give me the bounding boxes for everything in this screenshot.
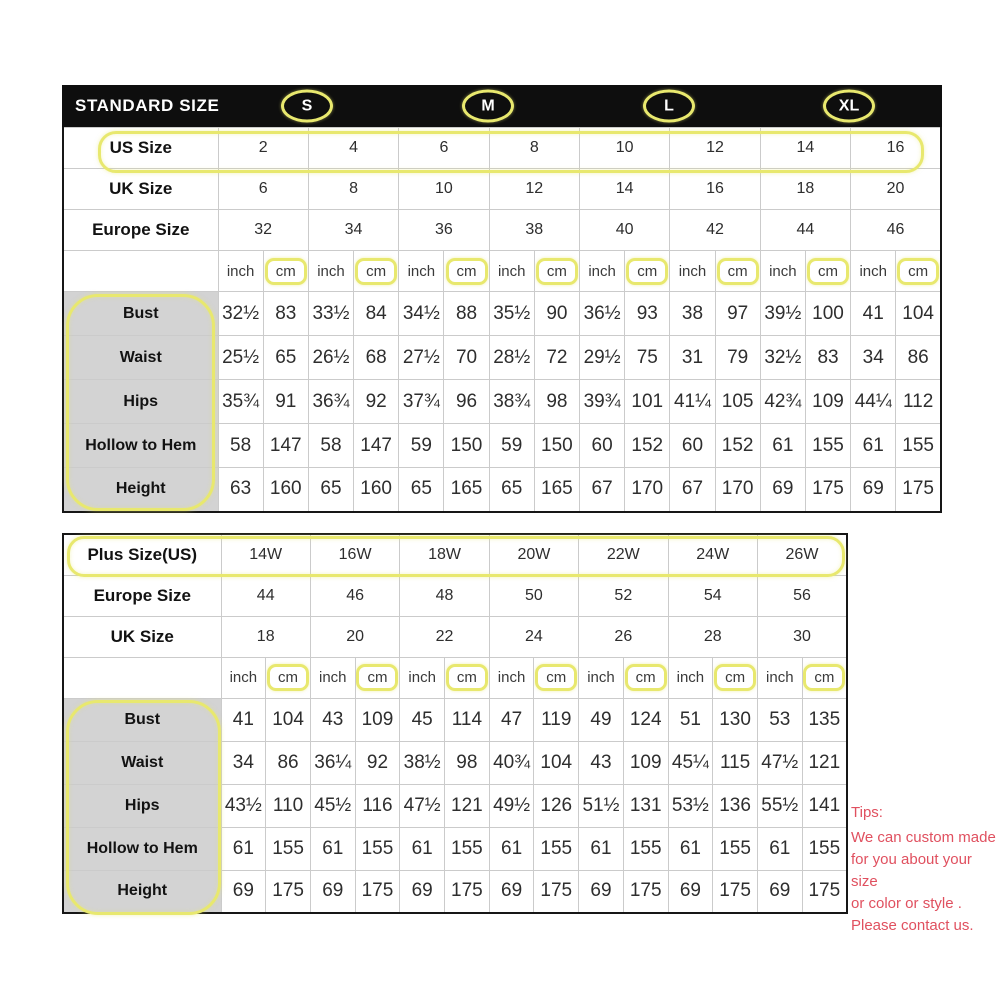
header-row-label: US Size xyxy=(63,128,218,169)
inch-unit-cell: inch xyxy=(308,251,353,292)
standard-size-header-bar xyxy=(62,85,942,127)
unit-row xyxy=(63,251,941,292)
unit-row-empty-cell xyxy=(63,251,218,292)
size-value-cell: 32 xyxy=(218,210,308,251)
inch-unit-cell: inch xyxy=(400,657,445,698)
measure-inch-cell: 36¾ xyxy=(308,380,353,424)
size-value-cell: 20W xyxy=(489,534,578,575)
measure-cm-cell: 119 xyxy=(534,698,579,741)
measure-inch-cell: 47½ xyxy=(400,784,445,827)
measure-cm-cell: 152 xyxy=(715,424,760,468)
measure-cm-cell: 124 xyxy=(623,698,668,741)
measure-inch-cell: 32½ xyxy=(218,292,263,336)
measure-inch-cell: 55½ xyxy=(757,784,802,827)
measure-inch-cell: 67 xyxy=(670,468,715,512)
measure-cm-cell: 116 xyxy=(355,784,400,827)
measure-label-cell: Hollow to Hem xyxy=(63,424,218,468)
annotation-cm-box: cm xyxy=(356,664,398,691)
measure-inch-cell: 42¾ xyxy=(760,380,805,424)
measure-inch-cell: 67 xyxy=(580,468,625,512)
measure-inch-cell: 29½ xyxy=(580,336,625,380)
measure-cm-cell: 175 xyxy=(805,468,850,512)
measure-row xyxy=(63,424,941,468)
measure-inch-cell: 65 xyxy=(489,468,534,512)
measure-inch-cell: 61 xyxy=(310,827,355,870)
size-value-cell: 44 xyxy=(221,575,310,616)
measure-inch-cell: 49 xyxy=(579,698,624,741)
measure-inch-cell: 47 xyxy=(489,698,534,741)
measure-row xyxy=(63,292,941,336)
size-value-cell: 14W xyxy=(221,534,310,575)
annotation-cm-box: cm xyxy=(803,664,845,691)
measure-cm-cell: 155 xyxy=(534,827,579,870)
size-value-cell: 22 xyxy=(400,616,489,657)
size-value-cell: 2 xyxy=(218,128,308,169)
cm-unit-cell xyxy=(623,657,668,698)
measure-cm-cell: 86 xyxy=(896,336,941,380)
annotation-cm-box: cm xyxy=(897,258,939,285)
cm-unit-cell xyxy=(354,251,399,292)
measure-inch-cell: 31 xyxy=(670,336,715,380)
measure-inch-cell: 58 xyxy=(218,424,263,468)
size-value-cell: 54 xyxy=(668,575,757,616)
measure-cm-cell: 100 xyxy=(805,292,850,336)
measure-cm-cell: 175 xyxy=(802,870,847,913)
size-value-cell: 48 xyxy=(400,575,489,616)
annotation-cm-box: cm xyxy=(807,258,849,285)
measure-cm-cell: 155 xyxy=(445,827,490,870)
tips-lines xyxy=(851,827,999,937)
size-value-cell: 10 xyxy=(399,169,489,210)
size-value-cell: 20 xyxy=(310,616,399,657)
measure-cm-cell: 91 xyxy=(263,380,308,424)
plus-size-grid xyxy=(62,533,848,914)
size-value-cell: 50 xyxy=(489,575,578,616)
measure-cm-cell: 155 xyxy=(266,827,311,870)
measure-cm-cell: 114 xyxy=(445,698,490,741)
annotation-cm-box: cm xyxy=(265,258,307,285)
measure-cm-cell: 147 xyxy=(263,424,308,468)
size-value-cell: 42 xyxy=(670,210,760,251)
measure-inch-cell: 69 xyxy=(400,870,445,913)
cm-unit-cell xyxy=(534,657,579,698)
inch-unit-cell: inch xyxy=(668,657,713,698)
measure-inch-cell: 26½ xyxy=(308,336,353,380)
tips-line: We can custom made xyxy=(851,829,996,846)
inch-unit-cell: inch xyxy=(310,657,355,698)
inch-unit-cell: inch xyxy=(670,251,715,292)
measure-inch-cell: 43 xyxy=(310,698,355,741)
header-row-label: Plus Size(US) xyxy=(63,534,221,575)
measure-cm-cell: 97 xyxy=(715,292,760,336)
inch-unit-cell: inch xyxy=(757,657,802,698)
measure-cm-cell: 109 xyxy=(623,741,668,784)
measure-cm-cell: 96 xyxy=(444,380,489,424)
measure-cm-cell: 160 xyxy=(263,468,308,512)
measure-inch-cell: 69 xyxy=(579,870,624,913)
measure-inch-cell: 69 xyxy=(757,870,802,913)
size-value-cell: 26 xyxy=(579,616,668,657)
annotation-cm-box: cm xyxy=(626,258,668,285)
measure-cm-cell: 175 xyxy=(713,870,758,913)
measure-inch-cell: 34 xyxy=(851,336,896,380)
measure-cm-cell: 136 xyxy=(713,784,758,827)
annotation-cm-box: cm xyxy=(535,664,577,691)
cm-unit-cell xyxy=(715,251,760,292)
header-row xyxy=(63,128,941,169)
annotation-cm-box: cm xyxy=(446,258,488,285)
measure-inch-cell: 34 xyxy=(221,741,266,784)
size-value-cell: 28 xyxy=(668,616,757,657)
inch-unit-cell: inch xyxy=(580,251,625,292)
measure-inch-cell: 63 xyxy=(218,468,263,512)
inch-unit-cell: inch xyxy=(399,251,444,292)
measure-label-cell: Bust xyxy=(63,292,218,336)
measure-inch-cell: 61 xyxy=(760,424,805,468)
measure-cm-cell: 90 xyxy=(534,292,579,336)
measure-cm-cell: 105 xyxy=(715,380,760,424)
measure-cm-cell: 135 xyxy=(802,698,847,741)
measure-inch-cell: 60 xyxy=(580,424,625,468)
measure-label-cell: Height xyxy=(63,870,221,913)
measure-cm-cell: 104 xyxy=(266,698,311,741)
measure-cm-cell: 130 xyxy=(713,698,758,741)
measure-inch-cell: 61 xyxy=(851,424,896,468)
size-value-cell: 22W xyxy=(579,534,668,575)
measure-cm-cell: 155 xyxy=(802,827,847,870)
measure-cm-cell: 83 xyxy=(805,336,850,380)
measure-cm-cell: 155 xyxy=(896,424,941,468)
measure-cm-cell: 109 xyxy=(805,380,850,424)
unit-row-empty-cell xyxy=(63,657,221,698)
measure-cm-cell: 175 xyxy=(355,870,400,913)
measure-inch-cell: 47½ xyxy=(757,741,802,784)
size-value-cell: 14 xyxy=(580,169,670,210)
measure-inch-cell: 61 xyxy=(489,827,534,870)
inch-unit-cell: inch xyxy=(579,657,624,698)
measure-inch-cell: 41 xyxy=(851,292,896,336)
measure-inch-cell: 59 xyxy=(399,424,444,468)
standard-size-table xyxy=(62,85,942,513)
size-value-cell: 18 xyxy=(221,616,310,657)
measure-cm-cell: 150 xyxy=(444,424,489,468)
measure-inch-cell: 38¾ xyxy=(489,380,534,424)
measure-cm-cell: 101 xyxy=(625,380,670,424)
size-value-cell: 10 xyxy=(580,128,670,169)
cm-unit-cell xyxy=(896,251,941,292)
cm-unit-cell xyxy=(625,251,670,292)
size-value-cell: 8 xyxy=(489,128,579,169)
measure-inch-cell: 65 xyxy=(399,468,444,512)
measure-cm-cell: 72 xyxy=(534,336,579,380)
measure-row xyxy=(63,336,941,380)
size-value-cell: 24 xyxy=(489,616,578,657)
measure-inch-cell: 43½ xyxy=(221,784,266,827)
size-value-cell: 30 xyxy=(757,616,847,657)
measure-cm-cell: 141 xyxy=(802,784,847,827)
measure-inch-cell: 45½ xyxy=(310,784,355,827)
measure-inch-cell: 40¾ xyxy=(489,741,534,784)
cm-unit-cell xyxy=(444,251,489,292)
inch-unit-cell: inch xyxy=(489,251,534,292)
measure-inch-cell: 69 xyxy=(221,870,266,913)
measure-row xyxy=(63,870,847,913)
annotation-cm-box: cm xyxy=(446,664,488,691)
measure-inch-cell: 35¾ xyxy=(218,380,263,424)
measure-inch-cell: 28½ xyxy=(489,336,534,380)
inch-unit-cell: inch xyxy=(851,251,896,292)
measure-cm-cell: 110 xyxy=(266,784,311,827)
measure-inch-cell: 69 xyxy=(668,870,713,913)
annotation-cm-box: cm xyxy=(714,664,756,691)
tips-line: Please contact us. xyxy=(851,917,974,934)
annotation-ellipse-s: S xyxy=(281,90,333,123)
size-value-cell: 18 xyxy=(760,169,850,210)
measure-row xyxy=(63,698,847,741)
measure-inch-cell: 49½ xyxy=(489,784,534,827)
size-value-cell: 36 xyxy=(399,210,489,251)
annotation-cm-box: cm xyxy=(536,258,578,285)
measure-inch-cell: 69 xyxy=(489,870,534,913)
measure-inch-cell: 53 xyxy=(757,698,802,741)
measure-cm-cell: 109 xyxy=(355,698,400,741)
size-value-cell: 46 xyxy=(310,575,399,616)
measure-cm-cell: 160 xyxy=(354,468,399,512)
measure-cm-cell: 131 xyxy=(623,784,668,827)
inch-unit-cell: inch xyxy=(760,251,805,292)
measure-inch-cell: 53½ xyxy=(668,784,713,827)
measure-cm-cell: 93 xyxy=(625,292,670,336)
measure-inch-cell: 25½ xyxy=(218,336,263,380)
measure-cm-cell: 155 xyxy=(713,827,758,870)
measure-inch-cell: 51½ xyxy=(579,784,624,827)
measure-cm-cell: 175 xyxy=(896,468,941,512)
size-value-cell: 16 xyxy=(851,128,941,169)
measure-inch-cell: 69 xyxy=(851,468,896,512)
measure-cm-cell: 86 xyxy=(266,741,311,784)
measure-inch-cell: 36¼ xyxy=(310,741,355,784)
size-value-cell: 6 xyxy=(218,169,308,210)
standard-size-title: STANDARD SIZE xyxy=(75,96,220,115)
measure-cm-cell: 155 xyxy=(355,827,400,870)
header-row xyxy=(63,616,847,657)
header-row xyxy=(63,575,847,616)
measure-label-cell: Bust xyxy=(63,698,221,741)
measure-inch-cell: 45¼ xyxy=(668,741,713,784)
measure-cm-cell: 126 xyxy=(534,784,579,827)
header-row-label: Europe Size xyxy=(63,575,221,616)
size-value-cell: 52 xyxy=(579,575,668,616)
cm-unit-cell xyxy=(266,657,311,698)
header-row-label: UK Size xyxy=(63,169,218,210)
measure-cm-cell: 98 xyxy=(534,380,579,424)
measure-cm-cell: 155 xyxy=(623,827,668,870)
size-value-cell: 34 xyxy=(308,210,398,251)
measure-cm-cell: 147 xyxy=(354,424,399,468)
measure-label-cell: Waist xyxy=(63,336,218,380)
measure-cm-cell: 92 xyxy=(354,380,399,424)
cm-unit-cell xyxy=(263,251,308,292)
size-value-cell: 40 xyxy=(580,210,670,251)
size-value-cell: 46 xyxy=(851,210,941,251)
size-value-cell: 38 xyxy=(489,210,579,251)
measure-label-cell: Waist xyxy=(63,741,221,784)
measure-inch-cell: 61 xyxy=(400,827,445,870)
cm-unit-cell xyxy=(445,657,490,698)
annotation-ellipse-xl: XL xyxy=(823,90,875,123)
measure-inch-cell: 38½ xyxy=(400,741,445,784)
tips-heading: Tips: xyxy=(851,804,883,821)
measure-inch-cell: 38 xyxy=(670,292,715,336)
annotation-cm-box: cm xyxy=(267,664,309,691)
annotation-cm-box: cm xyxy=(625,664,667,691)
size-value-cell: 44 xyxy=(760,210,850,251)
measure-inch-cell: 65 xyxy=(308,468,353,512)
measure-row xyxy=(63,827,847,870)
cm-unit-cell xyxy=(355,657,400,698)
measure-row xyxy=(63,468,941,512)
header-row xyxy=(63,169,941,210)
measure-cm-cell: 98 xyxy=(445,741,490,784)
cm-unit-cell xyxy=(534,251,579,292)
measure-cm-cell: 68 xyxy=(354,336,399,380)
measure-cm-cell: 150 xyxy=(534,424,579,468)
inch-unit-cell: inch xyxy=(221,657,266,698)
measure-label-cell: Hips xyxy=(63,784,221,827)
measure-inch-cell: 43 xyxy=(579,741,624,784)
measure-inch-cell: 61 xyxy=(221,827,266,870)
measure-cm-cell: 75 xyxy=(625,336,670,380)
annotation-ellipse-m: M xyxy=(462,90,514,123)
annotation-cm-box: cm xyxy=(355,258,397,285)
measure-label-cell: Height xyxy=(63,468,218,512)
size-value-cell: 14 xyxy=(760,128,850,169)
size-value-cell: 12 xyxy=(670,128,760,169)
cm-unit-cell xyxy=(805,251,850,292)
measure-inch-cell: 36½ xyxy=(580,292,625,336)
measure-inch-cell: 34½ xyxy=(399,292,444,336)
measure-inch-cell: 59 xyxy=(489,424,534,468)
inch-unit-cell: inch xyxy=(489,657,534,698)
measure-inch-cell: 39¾ xyxy=(580,380,625,424)
measure-inch-cell: 27½ xyxy=(399,336,444,380)
measure-inch-cell: 37¾ xyxy=(399,380,444,424)
measure-inch-cell: 41¼ xyxy=(670,380,715,424)
measure-inch-cell: 60 xyxy=(670,424,715,468)
annotation-cm-box: cm xyxy=(717,258,759,285)
measure-cm-cell: 152 xyxy=(625,424,670,468)
measure-inch-cell: 39½ xyxy=(760,292,805,336)
measure-inch-cell: 69 xyxy=(760,468,805,512)
measure-inch-cell: 32½ xyxy=(760,336,805,380)
measure-cm-cell: 165 xyxy=(534,468,579,512)
header-row-label: Europe Size xyxy=(63,210,218,251)
measure-cm-cell: 175 xyxy=(266,870,311,913)
header-row xyxy=(63,210,941,251)
measure-inch-cell: 41 xyxy=(221,698,266,741)
tips-note xyxy=(851,802,999,937)
measure-label-cell: Hollow to Hem xyxy=(63,827,221,870)
measure-inch-cell: 58 xyxy=(308,424,353,468)
unit-row xyxy=(63,657,847,698)
header-row xyxy=(63,534,847,575)
measure-label-cell: Hips xyxy=(63,380,218,424)
measure-inch-cell: 35½ xyxy=(489,292,534,336)
measure-cm-cell: 175 xyxy=(534,870,579,913)
measure-cm-cell: 70 xyxy=(444,336,489,380)
size-value-cell: 6 xyxy=(399,128,489,169)
measure-cm-cell: 175 xyxy=(623,870,668,913)
inch-unit-cell: inch xyxy=(218,251,263,292)
size-value-cell: 8 xyxy=(308,169,398,210)
measure-inch-cell: 33½ xyxy=(308,292,353,336)
tips-line: for you about your size xyxy=(851,851,972,890)
measure-cm-cell: 65 xyxy=(263,336,308,380)
measure-row xyxy=(63,741,847,784)
annotation-ellipse-l: L xyxy=(643,90,695,123)
measure-row xyxy=(63,380,941,424)
size-value-cell: 26W xyxy=(757,534,847,575)
measure-inch-cell: 51 xyxy=(668,698,713,741)
measure-cm-cell: 88 xyxy=(444,292,489,336)
measure-inch-cell: 61 xyxy=(757,827,802,870)
measure-cm-cell: 84 xyxy=(354,292,399,336)
size-value-cell: 16 xyxy=(670,169,760,210)
header-row-label: UK Size xyxy=(63,616,221,657)
size-value-cell: 24W xyxy=(668,534,757,575)
size-value-cell: 16W xyxy=(310,534,399,575)
measure-cm-cell: 121 xyxy=(445,784,490,827)
plus-size-table xyxy=(62,533,848,914)
measure-cm-cell: 112 xyxy=(896,380,941,424)
measure-cm-cell: 79 xyxy=(715,336,760,380)
measure-cm-cell: 155 xyxy=(805,424,850,468)
size-value-cell: 4 xyxy=(308,128,398,169)
measure-inch-cell: 44¼ xyxy=(851,380,896,424)
measure-cm-cell: 165 xyxy=(444,468,489,512)
measure-cm-cell: 170 xyxy=(625,468,670,512)
measure-cm-cell: 92 xyxy=(355,741,400,784)
standard-size-grid xyxy=(62,127,942,513)
measure-cm-cell: 175 xyxy=(445,870,490,913)
size-value-cell: 12 xyxy=(489,169,579,210)
measure-cm-cell: 121 xyxy=(802,741,847,784)
measure-cm-cell: 170 xyxy=(715,468,760,512)
cm-unit-cell xyxy=(713,657,758,698)
tips-line: or color or style . xyxy=(851,895,962,912)
measure-cm-cell: 104 xyxy=(534,741,579,784)
measure-cm-cell: 83 xyxy=(263,292,308,336)
size-value-cell: 18W xyxy=(400,534,489,575)
size-value-cell: 56 xyxy=(757,575,847,616)
measure-inch-cell: 45 xyxy=(400,698,445,741)
size-value-cell: 20 xyxy=(851,169,941,210)
measure-inch-cell: 61 xyxy=(668,827,713,870)
measure-inch-cell: 61 xyxy=(579,827,624,870)
measure-cm-cell: 115 xyxy=(713,741,758,784)
measure-row xyxy=(63,784,847,827)
measure-cm-cell: 104 xyxy=(896,292,941,336)
cm-unit-cell xyxy=(802,657,847,698)
measure-inch-cell: 69 xyxy=(310,870,355,913)
